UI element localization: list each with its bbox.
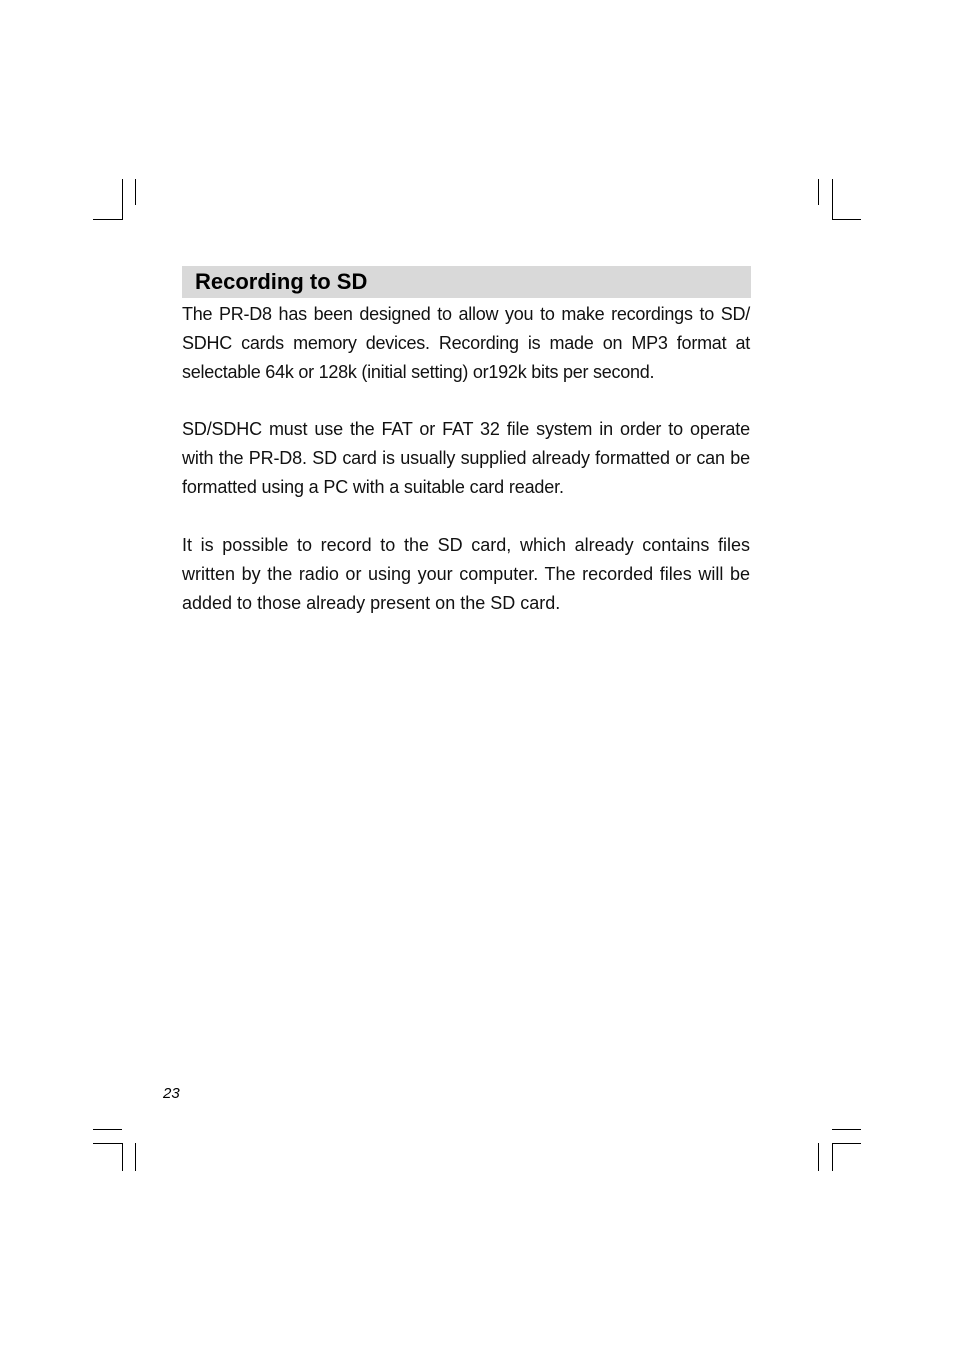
crop-mark-top-left-vertical-inner	[122, 179, 123, 220]
crop-mark-top-right-vertical-inner	[832, 179, 833, 220]
crop-mark-bottom-left-vertical-outer	[135, 1143, 136, 1171]
crop-mark-bottom-left-horizontal-inner	[93, 1143, 122, 1144]
crop-mark-top-right-horizontal	[832, 219, 861, 220]
paragraph-existing-files: It is possible to record to the SD card, which already contains files written by the radio or using your computer. The recorded files will be added to those already present on the SD card.	[182, 535, 750, 613]
crop-mark-bottom-left-horizontal	[93, 1129, 122, 1130]
page-number: 23	[163, 1085, 180, 1102]
crop-mark-bottom-right-vertical-inner	[832, 1143, 833, 1171]
crop-mark-bottom-right-vertical-outer	[818, 1143, 819, 1171]
section-heading: Recording to SD	[182, 266, 751, 298]
crop-mark-top-left-vertical-outer	[135, 179, 136, 205]
paragraph-recording-intro: The PR-D8 has been designed to allow you to make recordings to SD/ SDHC cards memory devices. Recording is made on MP3 format at selectable 64k or 128k (initial setting) or192k bits per second.	[182, 304, 750, 382]
crop-mark-bottom-right-horizontal-inner	[832, 1143, 861, 1144]
paragraph-file-system: SD/SDHC must use the FAT or FAT 32 file system in order to operate with the PR-D8. SD card is usually supplied already formatted or can be formatted using a PC with a suitable card reader.	[182, 419, 750, 497]
crop-mark-top-left-horizontal	[93, 219, 122, 220]
crop-mark-top-right-vertical-outer	[818, 179, 819, 205]
crop-mark-bottom-left-vertical-inner	[122, 1143, 123, 1171]
crop-mark-bottom-right-horizontal	[832, 1129, 861, 1130]
